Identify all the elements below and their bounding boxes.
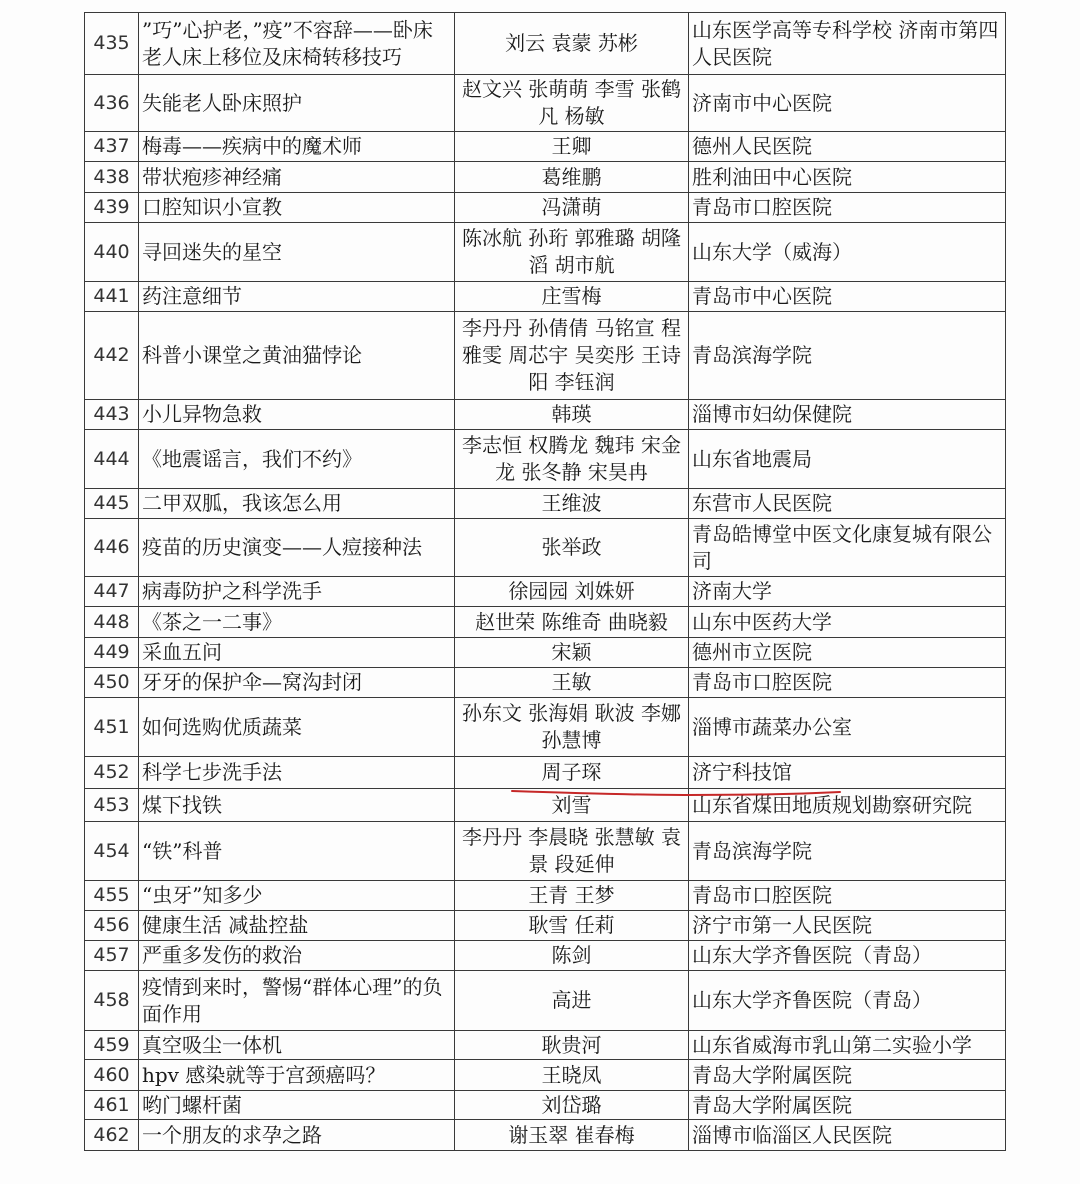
table-row <box>85 971 1006 1031</box>
entry-authors: 王卿 <box>455 132 689 162</box>
table-row <box>85 282 1006 312</box>
entry-title: ”巧”心护老，”疫”不容辞——卧床老人床上移位及床椅转移技巧 <box>139 13 455 75</box>
table-row <box>85 881 1006 911</box>
entry-title: 二甲双胍，我该怎么用 <box>139 489 455 519</box>
entry-authors: 刘雪 <box>455 789 689 822</box>
entry-title: 梅毒——疾病中的魔术师 <box>139 132 455 162</box>
entry-organization: 淄博市妇幼保健院 <box>689 400 1006 430</box>
red-underline-mark <box>510 787 842 801</box>
entry-authors: 刘岱璐 <box>455 1091 689 1120</box>
entry-organization: 济南市中心医院 <box>689 75 1006 132</box>
entry-number: 436 <box>85 75 139 132</box>
entry-number: 459 <box>85 1031 139 1060</box>
table-row <box>85 1060 1006 1091</box>
entry-authors: 耿雪 任莉 <box>455 911 689 941</box>
table-row <box>85 941 1006 971</box>
table-row <box>85 162 1006 193</box>
entry-title: 口腔知识小宣教 <box>139 193 455 223</box>
entry-title: 小儿异物急救 <box>139 400 455 430</box>
entry-title: hpv 感染就等于宫颈癌吗？ <box>139 1060 455 1091</box>
entry-authors: 庄雪梅 <box>455 282 689 312</box>
entry-number: 440 <box>85 223 139 282</box>
table-row <box>85 13 1006 75</box>
entry-authors: 周子琛 <box>455 757 689 789</box>
entry-number: 445 <box>85 489 139 519</box>
table-row <box>85 638 1006 668</box>
entry-title: 牙牙的保护伞—窝沟封闭 <box>139 668 455 698</box>
entry-authors: 李丹丹 孙倩倩 马铭宣 程雅雯 周芯宇 吴奕彤 王诗阳 李钰润 <box>455 312 689 400</box>
table-row <box>85 822 1006 881</box>
entry-title: 如何选购优质蔬菜 <box>139 698 455 757</box>
entry-number: 456 <box>85 911 139 941</box>
entry-number: 461 <box>85 1091 139 1120</box>
entry-organization: 济南大学 <box>689 577 1006 607</box>
entry-title: 哟门螺杆菌 <box>139 1091 455 1120</box>
entry-title: 科学七步洗手法 <box>139 757 455 789</box>
entry-organization: 青岛皓博堂中医文化康复城有限公司 <box>689 519 1006 577</box>
entry-authors: 冯潇萌 <box>455 193 689 223</box>
entry-authors: 谢玉翠 崔春梅 <box>455 1120 689 1151</box>
entry-title: “虫牙”知多少 <box>139 881 455 911</box>
entry-organization: 山东省威海市乳山第二实验小学 <box>689 1031 1006 1060</box>
entry-organization: 青岛市口腔医院 <box>689 668 1006 698</box>
entry-title: 真空吸尘一体机 <box>139 1031 455 1060</box>
entry-number: 454 <box>85 822 139 881</box>
entry-authors: 宋颖 <box>455 638 689 668</box>
entry-number: 446 <box>85 519 139 577</box>
entry-authors: 徐园园 刘姝妍 <box>455 577 689 607</box>
entry-authors: 高进 <box>455 971 689 1031</box>
entry-authors: 陈冰航 孙珩 郭雅璐 胡隆滔 胡市航 <box>455 223 689 282</box>
entry-authors: 李丹丹 李晨晓 张慧敏 袁景 段延伸 <box>455 822 689 881</box>
entry-title: 严重多发伤的救治 <box>139 941 455 971</box>
entry-organization: 青岛大学附属医院 <box>689 1091 1006 1120</box>
entry-title: 疫情到来时，警惕“群体心理”的负面作用 <box>139 971 455 1031</box>
table-row <box>85 75 1006 132</box>
entry-authors: 葛维鹏 <box>455 162 689 193</box>
table-row <box>85 132 1006 162</box>
entry-organization: 山东省煤田地质规划勘察研究院 <box>689 789 1006 822</box>
entry-title: “铁”科普 <box>139 822 455 881</box>
table-row <box>85 1031 1006 1060</box>
entry-authors: 刘云 袁蒙 苏彬 <box>455 13 689 75</box>
entry-organization: 青岛滨海学院 <box>689 822 1006 881</box>
table-row <box>85 400 1006 430</box>
table-row <box>85 223 1006 282</box>
entry-organization: 山东医学高等专科学校 济南市第四人民医院 <box>689 13 1006 75</box>
entry-organization: 山东大学齐鲁医院（青岛） <box>689 941 1006 971</box>
entry-number: 455 <box>85 881 139 911</box>
table-row <box>85 1120 1006 1151</box>
entry-number: 439 <box>85 193 139 223</box>
entry-organization: 青岛市口腔医院 <box>689 193 1006 223</box>
entry-organization: 东营市人民医院 <box>689 489 1006 519</box>
entry-authors: 王维波 <box>455 489 689 519</box>
entry-title: 失能老人卧床照护 <box>139 75 455 132</box>
entry-organization: 淄博市临淄区人民医院 <box>689 1120 1006 1151</box>
entry-organization: 淄博市蔬菜办公室 <box>689 698 1006 757</box>
entry-authors: 王青 王梦 <box>455 881 689 911</box>
entry-number: 453 <box>85 789 139 822</box>
entry-authors: 孙东文 张海娟 耿波 李娜 孙慧博 <box>455 698 689 757</box>
entries-table <box>84 12 1006 1151</box>
entry-title: 煤下找铁 <box>139 789 455 822</box>
table-row <box>85 668 1006 698</box>
entry-number: 449 <box>85 638 139 668</box>
entry-number: 435 <box>85 13 139 75</box>
entry-organization: 山东省地震局 <box>689 430 1006 489</box>
entry-authors: 王晓凤 <box>455 1060 689 1091</box>
entry-number: 457 <box>85 941 139 971</box>
table-row <box>85 519 1006 577</box>
entry-title: 药注意细节 <box>139 282 455 312</box>
entry-authors: 陈剑 <box>455 941 689 971</box>
entry-organization: 德州人民医院 <box>689 132 1006 162</box>
entry-organization: 胜利油田中心医院 <box>689 162 1006 193</box>
entry-authors: 赵文兴 张萌萌 李雪 张鹤凡 杨敏 <box>455 75 689 132</box>
entry-organization: 山东大学（威海） <box>689 223 1006 282</box>
entry-organization: 济宁市第一人民医院 <box>689 911 1006 941</box>
entry-number: 450 <box>85 668 139 698</box>
table-row <box>85 489 1006 519</box>
entry-title: 采血五问 <box>139 638 455 668</box>
entry-number: 441 <box>85 282 139 312</box>
entry-organization: 青岛市中心医院 <box>689 282 1006 312</box>
entry-number: 442 <box>85 312 139 400</box>
entry-number: 448 <box>85 607 139 638</box>
table-row <box>85 430 1006 489</box>
entry-number: 462 <box>85 1120 139 1151</box>
entry-title: 寻回迷失的星空 <box>139 223 455 282</box>
entry-number: 443 <box>85 400 139 430</box>
entry-authors: 张举政 <box>455 519 689 577</box>
entry-authors: 王敏 <box>455 668 689 698</box>
entry-title: 带状疱疹神经痛 <box>139 162 455 193</box>
entry-organization: 青岛市口腔医院 <box>689 881 1006 911</box>
entry-number: 451 <box>85 698 139 757</box>
entry-title: 一个朋友的求孕之路 <box>139 1120 455 1151</box>
table-row <box>85 757 1006 789</box>
entry-title: 病毒防护之科学洗手 <box>139 577 455 607</box>
entry-authors: 赵世荣 陈维奇 曲晓毅 <box>455 607 689 638</box>
table-row <box>85 1091 1006 1120</box>
table-row <box>85 193 1006 223</box>
table-row <box>85 577 1006 607</box>
entry-organization: 德州市立医院 <box>689 638 1006 668</box>
entry-title: 《茶之一二事》 <box>139 607 455 638</box>
entry-title: 疫苗的历史演变——人痘接种法 <box>139 519 455 577</box>
entry-authors: 李志恒 权腾龙 魏玮 宋金龙 张冬静 宋昊冉 <box>455 430 689 489</box>
entry-title: 健康生活 减盐控盐 <box>139 911 455 941</box>
table-row <box>85 607 1006 638</box>
entry-number: 438 <box>85 162 139 193</box>
entry-authors: 韩瑛 <box>455 400 689 430</box>
entry-title: 科普小课堂之黄油猫悖论 <box>139 312 455 400</box>
entry-number: 437 <box>85 132 139 162</box>
entry-number: 452 <box>85 757 139 789</box>
table-row <box>85 698 1006 757</box>
entry-number: 458 <box>85 971 139 1031</box>
entry-organization: 青岛滨海学院 <box>689 312 1006 400</box>
entry-number: 444 <box>85 430 139 489</box>
entry-title: 《地震谣言，我们不约》 <box>139 430 455 489</box>
entry-organization: 青岛大学附属医院 <box>689 1060 1006 1091</box>
entry-organization: 山东中医药大学 <box>689 607 1006 638</box>
entry-organization: 济宁科技馆 <box>689 757 1006 789</box>
table-row <box>85 312 1006 400</box>
entry-authors: 耿贵河 <box>455 1031 689 1060</box>
table-row <box>85 911 1006 941</box>
entry-number: 447 <box>85 577 139 607</box>
entry-organization: 山东大学齐鲁医院（青岛） <box>689 971 1006 1031</box>
entry-number: 460 <box>85 1060 139 1091</box>
